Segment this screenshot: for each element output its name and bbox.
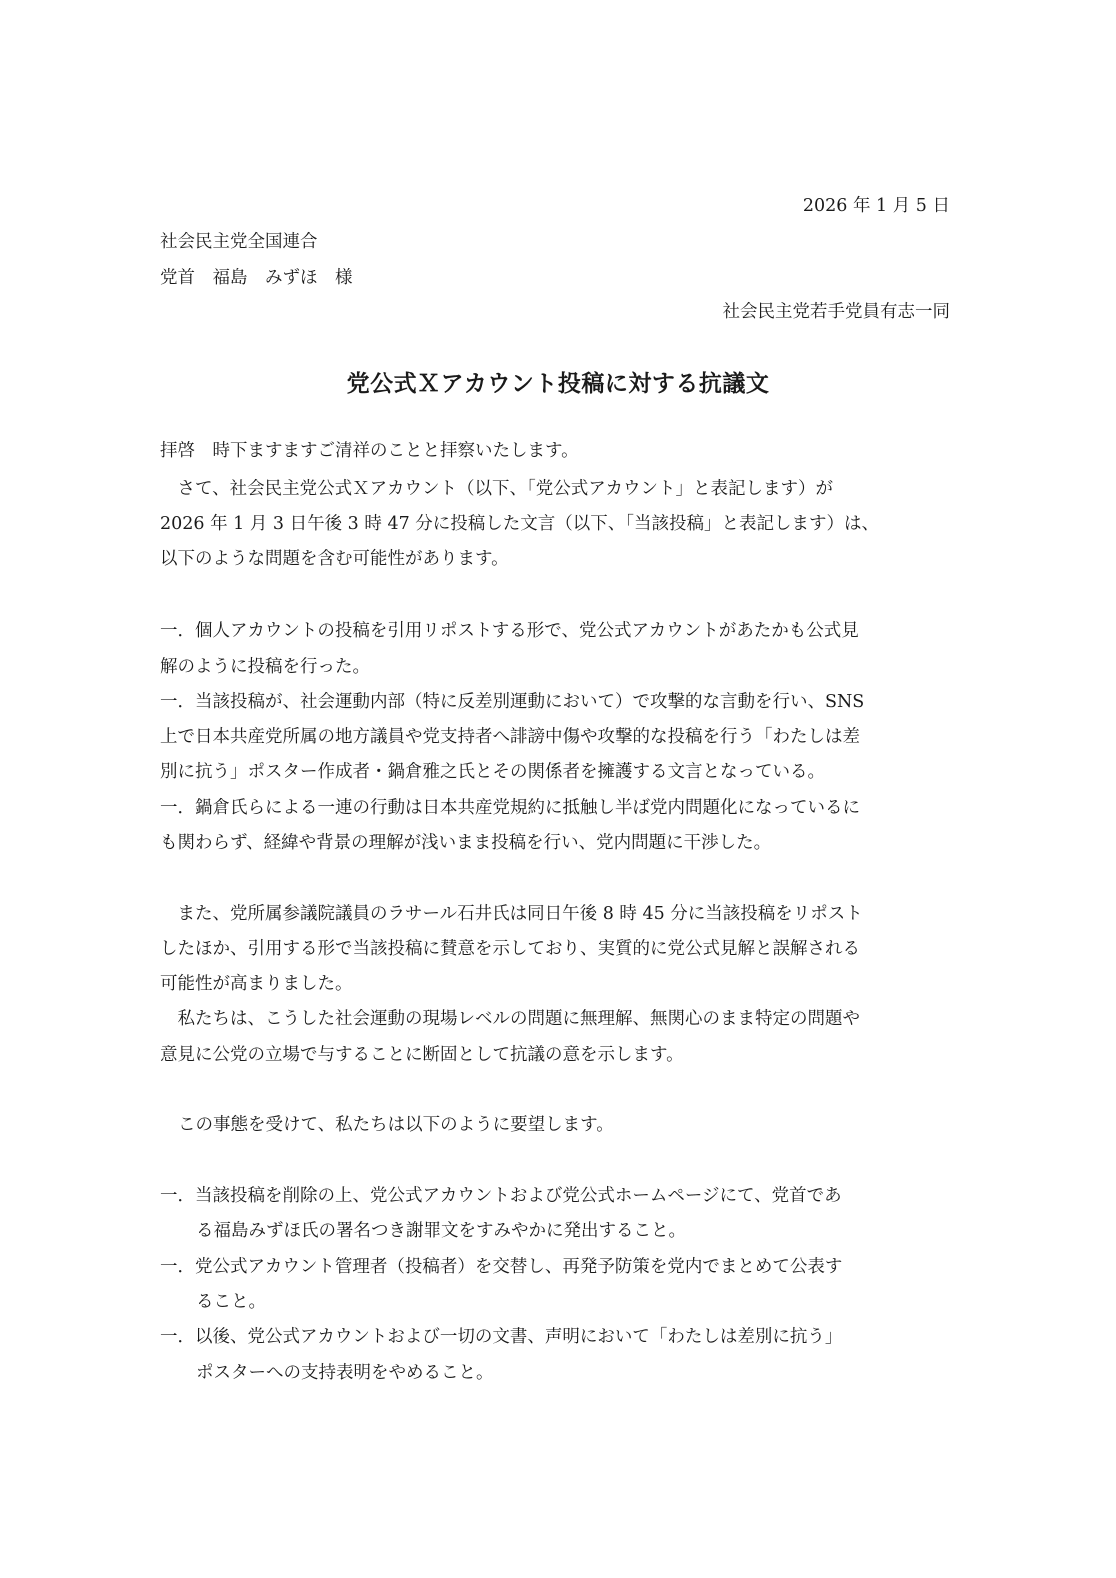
document-date: 2026 年 1 月 5 日 xyxy=(802,196,950,216)
problem-line: 一．鍋倉氏らによる一連の行動は日本共産党規約に抵触し半ば党内問題化になっているに xyxy=(160,798,860,818)
request-line: 一．当該投稿を削除の上、党公式アカウントおよび党公式ホームページにて、党首であ xyxy=(160,1186,842,1206)
recipient-name: 党首 福島 みずほ 様 xyxy=(160,268,353,288)
problem-line: 別に抗う」ポスター作成者・鍋倉雅之氏とその関係者を擁護する文言となっている。 xyxy=(160,762,825,782)
body-line: 可能性が高まりました。 xyxy=(160,974,353,994)
sender-name: 社会民主党若手党員有志一同 xyxy=(722,302,950,322)
request-line: る福島みずほ氏の署名つき謝罪文をすみやかに発出すること。 xyxy=(196,1221,686,1241)
problem-line: も関わらず、経緯や背景の理解が浅いまま投稿を行い、党内問題に干渉した。 xyxy=(160,833,772,853)
request-intro: この事態を受けて、私たちは以下のように要望します。 xyxy=(178,1115,614,1135)
document-title: 党公式Ｘアカウント投稿に対する抗議文 xyxy=(346,370,770,397)
problem-line: 一．個人アカウントの投稿を引用リポストする形で、党公式アカウントがあたかも公式見 xyxy=(160,621,859,641)
request-line: 一．以後、党公式アカウントおよび一切の文書、声明において「わたしは差別に抗う」 xyxy=(160,1327,843,1347)
request-line: ること。 xyxy=(196,1292,266,1312)
problem-line: 上で日本共産党所属の地方議員や党支持者へ誹謗中傷や攻撃的な投稿を行う「わたしは差 xyxy=(160,727,860,747)
body-line: 私たちは、こうした社会運動の現場レベルの問題に無理解、無関心のまま特定の問題や xyxy=(160,1009,860,1029)
intro-line: 2026 年 1 月 3 日午後 3 時 47 分に投稿した文言（以下、「当該投稿」と表記します）は、 xyxy=(160,514,880,534)
intro-line: 拝啓 時下ますますご清祥のことと拝察いたします。 xyxy=(160,441,579,461)
intro-line: 以下のような問題を含む可能性があります。 xyxy=(160,549,509,569)
problem-line: 解のように投稿を行った。 xyxy=(160,657,370,677)
body-line: したほか、引用する形で当該投稿に賛意を示しており、実質的に党公式見解と誤解される xyxy=(160,939,860,959)
intro-line: さて、社会民主党公式Ｘアカウント（以下、「党公式アカウント」と表記します）が xyxy=(160,479,834,499)
request-line: ポスターへの支持表明をやめること。 xyxy=(196,1363,494,1383)
body-line: 意見に公党の立場で与することに断固として抗議の意を示します。 xyxy=(160,1045,684,1065)
body-line: また、党所属参議院議員のラサール石井氏は同日午後 8 時 45 分に当該投稿をリポスト xyxy=(160,904,863,924)
problem-line: 一．当該投稿が、社会運動内部（特に反差別運動において）で攻撃的な言動を行い、SNS xyxy=(160,692,865,712)
request-line: 一．党公式アカウント管理者（投稿者）を交替し、再発予防策を党内でまとめて公表す xyxy=(160,1257,843,1277)
recipient-organization: 社会民主党全国連合 xyxy=(160,232,318,252)
